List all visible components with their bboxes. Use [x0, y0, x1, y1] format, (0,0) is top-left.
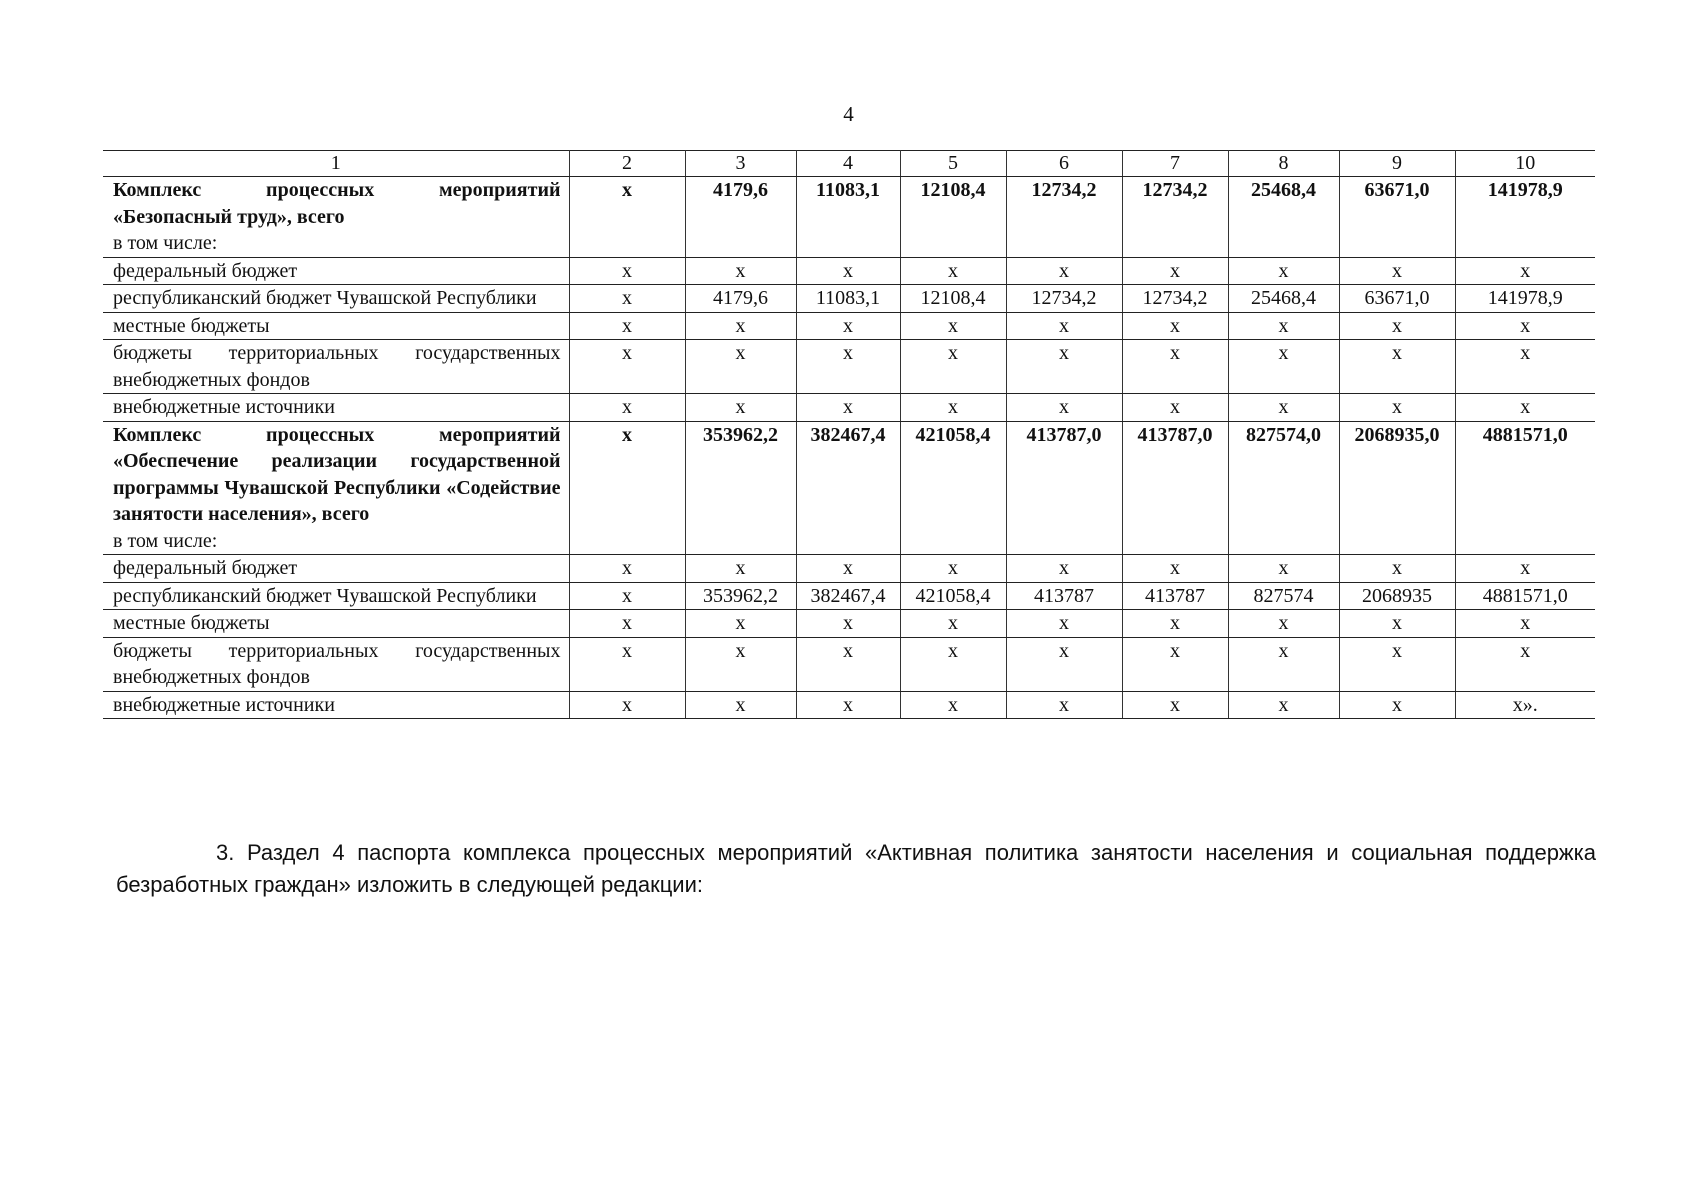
table-cell: х	[1339, 691, 1455, 719]
table-cell: х	[1339, 394, 1455, 422]
table-cell: х	[1122, 312, 1228, 340]
table-cell: х	[1122, 340, 1228, 394]
table-cell: х	[1006, 637, 1122, 691]
table-cell: х	[796, 257, 900, 285]
table-cell: х	[900, 394, 1006, 422]
table-cell: х	[1228, 555, 1339, 583]
table-cell: х	[1006, 340, 1122, 394]
header-cell: 7	[1122, 151, 1228, 177]
table-cell: х	[1006, 691, 1122, 719]
row-label: внебюджетные источники	[103, 691, 569, 719]
table-cell: х	[569, 555, 685, 583]
section-subtitle: в том числе:	[113, 232, 218, 254]
table-cell: х	[1006, 555, 1122, 583]
table-row	[103, 257, 1595, 285]
row-label: местные бюджеты	[103, 312, 569, 340]
table-cell: 11083,1	[796, 177, 900, 258]
table-cell: 12108,4	[900, 285, 1006, 313]
table-row	[103, 582, 1595, 610]
table-cell: х	[1455, 555, 1595, 583]
table-cell: х	[1455, 312, 1595, 340]
table-cell: х	[900, 610, 1006, 638]
table-cell: х	[1339, 340, 1455, 394]
table-cell: х	[1228, 394, 1339, 422]
section-title-cell	[103, 177, 569, 258]
table-cell: х	[1122, 555, 1228, 583]
table-cell: х	[1455, 257, 1595, 285]
table-cell: х	[569, 421, 685, 555]
table-cell: х	[569, 691, 685, 719]
table-cell: х	[685, 257, 796, 285]
table-cell: х».	[1455, 691, 1595, 719]
table-cell: х	[569, 394, 685, 422]
table-cell: х	[685, 637, 796, 691]
table-cell: х	[1228, 610, 1339, 638]
table-cell: х	[1339, 637, 1455, 691]
table-cell: х	[569, 610, 685, 638]
table-cell: х	[1122, 610, 1228, 638]
table-cell: х	[1006, 312, 1122, 340]
table-cell: 4881571,0	[1455, 582, 1595, 610]
table-cell: 12734,2	[1122, 177, 1228, 258]
table-cell: 4881571,0	[1455, 421, 1595, 555]
table-cell: х	[1006, 394, 1122, 422]
table-cell: х	[1455, 394, 1595, 422]
table-cell: 827574	[1228, 582, 1339, 610]
row-label: внебюджетные источники	[103, 394, 569, 422]
section-total-row	[103, 177, 1595, 258]
table-cell: 421058,4	[900, 421, 1006, 555]
table-cell: х	[1122, 394, 1228, 422]
row-label: бюджеты территориальных государственных внебюджетных фондов	[103, 637, 569, 691]
table-row	[103, 637, 1595, 691]
table-cell: х	[1455, 610, 1595, 638]
table-cell: х	[796, 312, 900, 340]
header-cell: 3	[685, 151, 796, 177]
row-label: местные бюджеты	[103, 610, 569, 638]
table-cell: х	[1228, 691, 1339, 719]
table-cell: х	[796, 637, 900, 691]
table-cell: х	[1339, 257, 1455, 285]
amendment-paragraph: 3. Раздел 4 паспорта комплекса процессных мероприятий «Активная политика занятости населения и социальная поддержка безработных граждан» изложить в следующей редакции:	[116, 840, 1596, 897]
table-cell: 2068935	[1339, 582, 1455, 610]
table-cell: х	[569, 340, 685, 394]
table-row	[103, 285, 1595, 313]
table-cell: х	[569, 312, 685, 340]
table-cell: 382467,4	[796, 421, 900, 555]
header-cell: 1	[103, 151, 569, 177]
table-cell: 413787	[1006, 582, 1122, 610]
table-cell: 353962,2	[685, 421, 796, 555]
table-cell: 827574,0	[1228, 421, 1339, 555]
table-cell: х	[685, 394, 796, 422]
table-cell: 63671,0	[1339, 285, 1455, 313]
table-cell: х	[1228, 312, 1339, 340]
table-cell: х	[796, 691, 900, 719]
table-cell: х	[900, 257, 1006, 285]
table-cell: 25468,4	[1228, 285, 1339, 313]
table-cell: 11083,1	[796, 285, 900, 313]
table-cell: х	[1122, 691, 1228, 719]
table-cell: 12734,2	[1006, 177, 1122, 258]
row-label: федеральный бюджет	[103, 257, 569, 285]
table-cell: 141978,9	[1455, 285, 1595, 313]
row-label: федеральный бюджет	[103, 555, 569, 583]
table-cell: х	[569, 582, 685, 610]
page-number: 4	[843, 102, 854, 126]
table-row	[103, 555, 1595, 583]
table-cell: х	[1006, 257, 1122, 285]
table-cell: 12734,2	[1006, 285, 1122, 313]
table-cell: х	[900, 312, 1006, 340]
table-cell: х	[569, 177, 685, 258]
row-label: бюджеты территориальных государственных внебюджетных фондов	[103, 340, 569, 394]
table-cell: 141978,9	[1455, 177, 1595, 258]
table-cell: х	[1339, 555, 1455, 583]
table-cell: 12734,2	[1122, 285, 1228, 313]
header-cell: 8	[1228, 151, 1339, 177]
table-cell: 25468,4	[1228, 177, 1339, 258]
section-total-row	[103, 421, 1595, 555]
header-cell: 10	[1455, 151, 1595, 177]
table-cell: 421058,4	[900, 582, 1006, 610]
table-cell: 382467,4	[796, 582, 900, 610]
table-cell: 353962,2	[685, 582, 796, 610]
table-cell: 413787,0	[1006, 421, 1122, 555]
table-cell: х	[569, 285, 685, 313]
budget-table	[103, 150, 1595, 719]
section-title: Комплекс процессных мероприятий «Безопасный труд», всего	[113, 179, 561, 228]
header-cell: 2	[569, 151, 685, 177]
table-row	[103, 610, 1595, 638]
table-cell: х	[1455, 340, 1595, 394]
table-cell: х	[685, 340, 796, 394]
table-cell: х	[900, 637, 1006, 691]
header-cell: 9	[1339, 151, 1455, 177]
table-row	[103, 312, 1595, 340]
section-title-cell	[103, 421, 569, 555]
table-cell: х	[1339, 610, 1455, 638]
table-cell: х	[685, 610, 796, 638]
table-cell: х	[1228, 637, 1339, 691]
section-title: Комплекс процессных мероприятий «Обеспечение реализации государственной программы Чувашской Республики «Содействие занятости населения», всего	[113, 423, 561, 525]
table-row	[103, 691, 1595, 719]
table-cell: х	[685, 312, 796, 340]
table-cell: х	[1228, 340, 1339, 394]
table-cell: 413787	[1122, 582, 1228, 610]
section-subtitle: в том числе:	[113, 529, 218, 552]
table-cell: 413787,0	[1122, 421, 1228, 555]
table-cell: х	[685, 691, 796, 719]
row-label: республиканский бюджет Чувашской Республики	[103, 582, 569, 610]
table-cell: х	[569, 637, 685, 691]
table-header-row	[103, 151, 1595, 177]
table-cell: х	[900, 691, 1006, 719]
table-row	[103, 394, 1595, 422]
table-cell: х	[569, 257, 685, 285]
table-cell: х	[1122, 257, 1228, 285]
header-cell: 4	[796, 151, 900, 177]
table-cell: х	[900, 340, 1006, 394]
table-cell: х	[796, 340, 900, 394]
row-label: республиканский бюджет Чувашской Республики	[103, 285, 569, 313]
header-cell: 6	[1006, 151, 1122, 177]
table-cell: х	[1339, 312, 1455, 340]
table-cell: х	[685, 555, 796, 583]
table-cell: х	[796, 394, 900, 422]
table-cell: х	[1228, 257, 1339, 285]
table-cell: х	[1006, 610, 1122, 638]
table-cell: 4179,6	[685, 285, 796, 313]
table-cell: 4179,6	[685, 177, 796, 258]
table-row	[103, 340, 1595, 394]
table-cell: х	[1455, 637, 1595, 691]
table-cell: х	[1122, 637, 1228, 691]
table-cell: 2068935,0	[1339, 421, 1455, 555]
table-cell: 12108,4	[900, 177, 1006, 258]
table-cell: 63671,0	[1339, 177, 1455, 258]
header-cell: 5	[900, 151, 1006, 177]
table-cell: х	[900, 555, 1006, 583]
table-cell: х	[796, 610, 900, 638]
table-cell: х	[796, 555, 900, 583]
